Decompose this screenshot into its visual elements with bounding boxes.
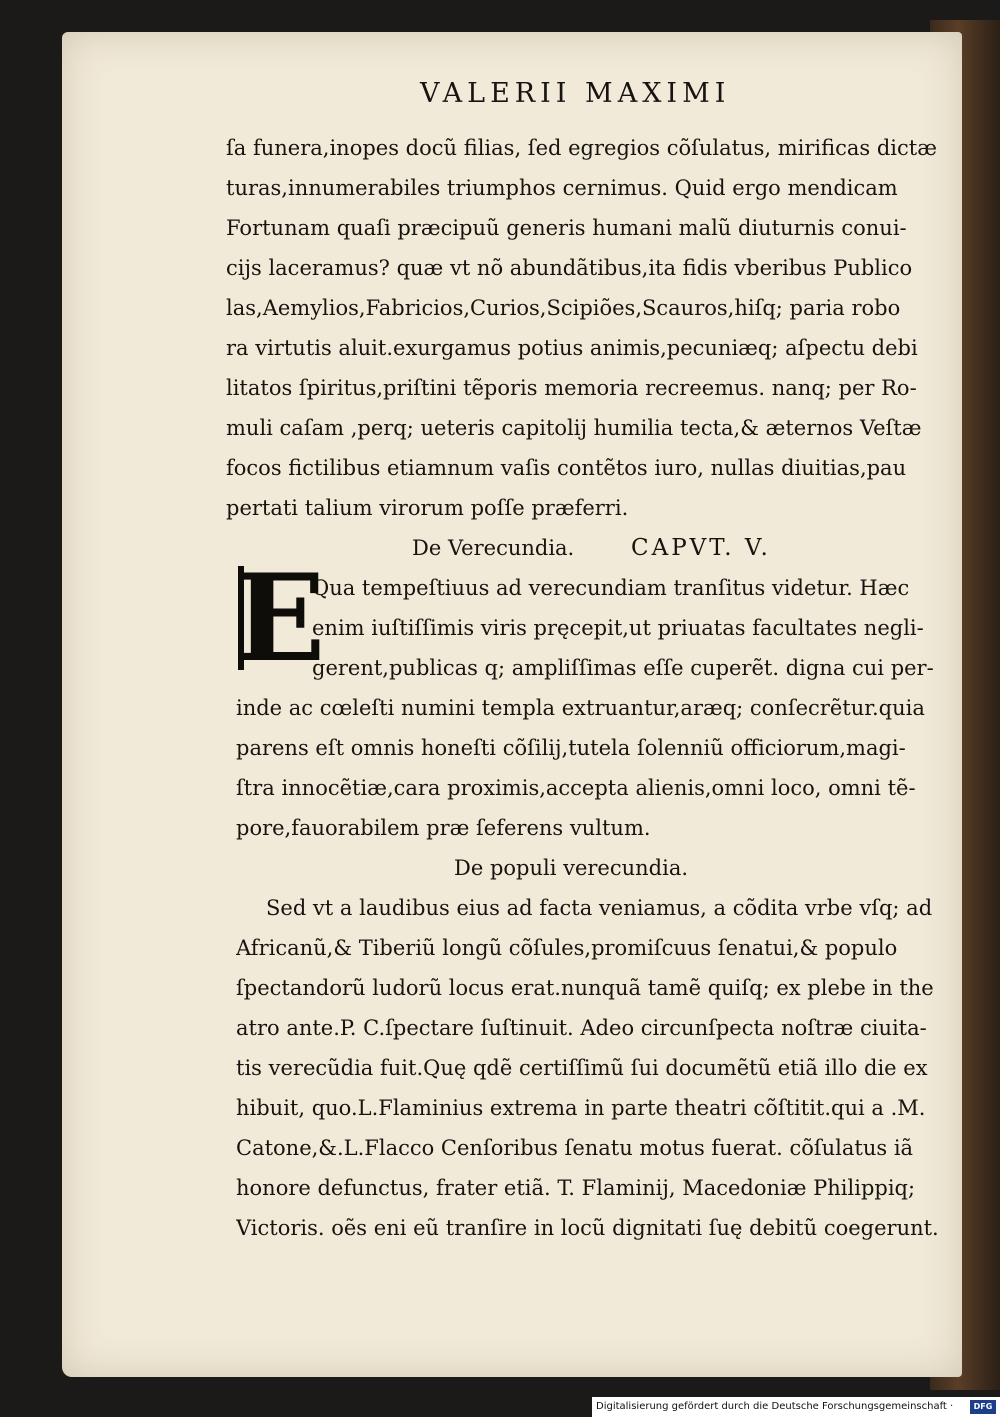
drop-initial: E [234, 548, 326, 689]
text-line: turas,innumerabiles triumphos cernimus. Quid ergo mendicam [226, 176, 898, 200]
chapter-number: CAPVT. V. [631, 535, 771, 561]
text-line: Africanũ,& Tiberiũ longũ cõſules,promiſcuus ſenatui,& populo [236, 936, 898, 960]
text-line: Victoris. oẽs eni eũ tranſire in locũ dignitati ſuę debitũ coegerunt. [236, 1216, 939, 1240]
dfg-logo-icon: DFG [970, 1400, 996, 1414]
text-line: las,Aemylios,Fabricios,Curios,Scipiões,Scauros,hiſq; paria robo [226, 296, 901, 320]
text-line: honore defunctus, frater etiã. T. Flaminij, Macedoniæ Philippiq; [236, 1176, 916, 1200]
text-line: Qua tempeſtiuus ad verecundiam tranſitus videtur. Hæc [312, 576, 910, 600]
text-line: cijs laceramus? quæ vt nõ abundãtibus,ita fidis vberibus Publico [226, 256, 913, 280]
section-title: De Verecundia. [412, 536, 575, 560]
text-line: Fortunam quaſi præcipuũ generis humani malũ diuturnis conui- [226, 216, 907, 240]
text-line: focos fictilibus etiamnum vaſis contẽtos iuro, nullas diuitias,pau [226, 456, 907, 480]
text-line: atro ante.P. C.ſpectare ſuſtinuit. Adeo circunſpecta noſtræ ciuita- [236, 1016, 927, 1040]
text-line: ra virtutis aluit.exurgamus potius animis,pecuniæq; aſpectu debi [226, 336, 918, 360]
text-line: parens eſt omnis honeſti cõſilij,tutela ſolenniũ officiorum,magi- [236, 736, 906, 760]
text-line: muli caſam ,perq; ueteris capitolij humilia tecta,& æternos Veſtæ [226, 416, 922, 440]
digitization-footer [592, 1397, 1000, 1417]
text-line: inde ac cœleſti numini templa extruantur,aræq; conſecrẽtur.quia [236, 696, 925, 720]
text-line: litatos ſpiritus,priſtini tẽporis memoria recreemus. nanq; per Ro- [226, 376, 917, 400]
text-line: ſa funera,inopes docũ filias, ſed egregios cõſulatus, mirificas dictæ [226, 136, 937, 160]
text-line: tis verecũdia fuit.Quę qdẽ certiſſimũ ſui documẽtũ etiã illo die ex [236, 1056, 928, 1080]
text-line: ſpectandorũ ludorũ locus erat.nunquã tamẽ quiſq; ex plebe in the [236, 976, 934, 1000]
running-head: VALERII MAXIMI [420, 78, 731, 109]
subheading: De populi verecundia. [454, 856, 689, 880]
text-line: enim iuſtiſſimis viris pręcepit,ut priuatas facultates negli- [312, 616, 924, 640]
text-line: Sed vt a laudibus eius ad facta veniamus, a cõdita vrbe vſq; ad [266, 896, 933, 920]
text-line: Catone,&.L.Flacco Cenſoribus ſenatu motus fuerat. cõſulatus iã [236, 1136, 914, 1160]
text-line: pore,fauorabilem præ ſeferens vultum. [236, 816, 651, 840]
text-line: pertati talium virorum poſſe præferri. [226, 496, 629, 520]
text-line: hibuit, quo.L.Flaminius extrema in parte theatri cõſtitit.qui a .M. [236, 1096, 926, 1120]
text-line: ſtra innocẽtiæ,cara proximis,accepta alienis,omni loco, omni tẽ- [236, 776, 916, 800]
footer-text: Digitalisierung gefördert durch die Deutsche Forschungsgemeinschaft · [596, 1401, 954, 1412]
text-line: gerent,publicas q; ampliſſimas eſſe cuperẽt. digna cui per- [312, 656, 934, 680]
